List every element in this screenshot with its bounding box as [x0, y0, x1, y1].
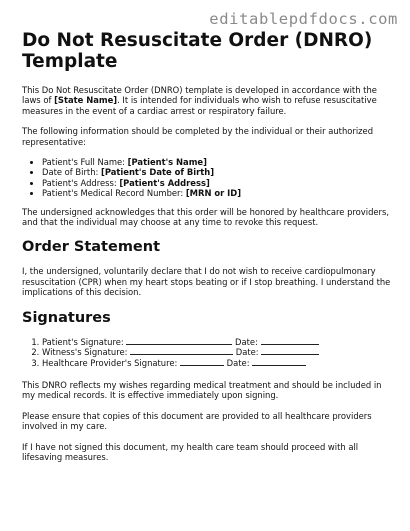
info-intro-paragraph: The following information should be completed by the individual or their authorized representative: — [22, 126, 374, 147]
order-statement-heading: Order Statement — [22, 239, 161, 256]
title-line-2: Template — [22, 51, 118, 72]
signatures-heading: Signatures — [22, 309, 111, 326]
date-label: Date: — [224, 357, 253, 368]
signature-label: Witness's Signature: — [42, 347, 131, 358]
reflects-wishes-paragraph: This DNRO reflects my wishes regarding medical treatment and should be included in my medical records. It is effective immediately upon signing. — [22, 379, 382, 401]
watermark: editablepdfdocs.com — [209, 10, 398, 28]
acknowledgement-paragraph: The undersigned acknowledges that this order will be honored by healthcare providers, and that the individual may choose at any time to revoke this request. — [22, 206, 390, 228]
field-label: Patient's Address: — [42, 177, 120, 188]
state-name-placeholder: [State Name] — [54, 95, 118, 106]
document-title — [22, 30, 394, 72]
signature-blank[interactable] — [126, 337, 232, 345]
patient-info-list — [22, 157, 394, 199]
signature-line — [42, 358, 394, 368]
intro-text-before: This Do Not Resuscitate Order (DNRO) template is developed in accordance with the laws of — [22, 85, 377, 106]
signature-label: Healthcare Provider's Signature: — [42, 357, 181, 368]
signature-blank[interactable] — [180, 358, 224, 366]
copies-paragraph: Please ensure that copies of this document are provided to all healthcare providers involved in my care. — [22, 410, 372, 432]
patient-info-item — [42, 167, 394, 177]
field-placeholder: [Patient's Name] — [127, 157, 207, 168]
signature-list — [22, 337, 394, 368]
field-label: Date of Birth: — [42, 167, 102, 178]
date-blank[interactable] — [261, 337, 319, 345]
patient-info-item — [42, 157, 394, 167]
order-statement-paragraph: I, the undersigned, voluntarily declare that I do not wish to receive cardiopulmonary resuscitation (CPR) when my heart stops beating or if I stop breathing. I understand the implications of this decision. — [22, 266, 391, 298]
date-label: Date: — [232, 336, 261, 347]
field-label: Patient's Full Name: — [42, 157, 128, 168]
signature-label: Patient's Signature: — [42, 336, 127, 347]
field-label: Patient's Medical Record Number: — [42, 188, 186, 199]
signature-blank[interactable] — [130, 347, 233, 355]
date-blank[interactable] — [261, 347, 319, 355]
signature-line — [42, 337, 394, 347]
field-placeholder: [Patient's Date of Birth] — [101, 167, 215, 178]
date-blank[interactable] — [252, 358, 306, 366]
document-body — [22, 30, 394, 462]
not-signed-paragraph: If I have not signed this document, my health care team should proceed with all lifesaving measures. — [22, 441, 359, 462]
field-placeholder: [MRN or ID] — [185, 188, 242, 199]
field-placeholder: [Patient's Address] — [119, 177, 210, 188]
patient-info-item — [42, 188, 394, 198]
signature-line — [42, 347, 394, 357]
intro-paragraph — [22, 85, 394, 116]
date-label: Date: — [233, 347, 262, 358]
patient-info-item — [42, 178, 394, 188]
title-line-1: Do Not Resuscitate Order (DNRO) — [22, 30, 373, 51]
intro-text-after: . It is intended for individuals who wish to refuse resuscitative measures in the event of a cardiac arrest or respiratory failure. — [22, 95, 377, 116]
